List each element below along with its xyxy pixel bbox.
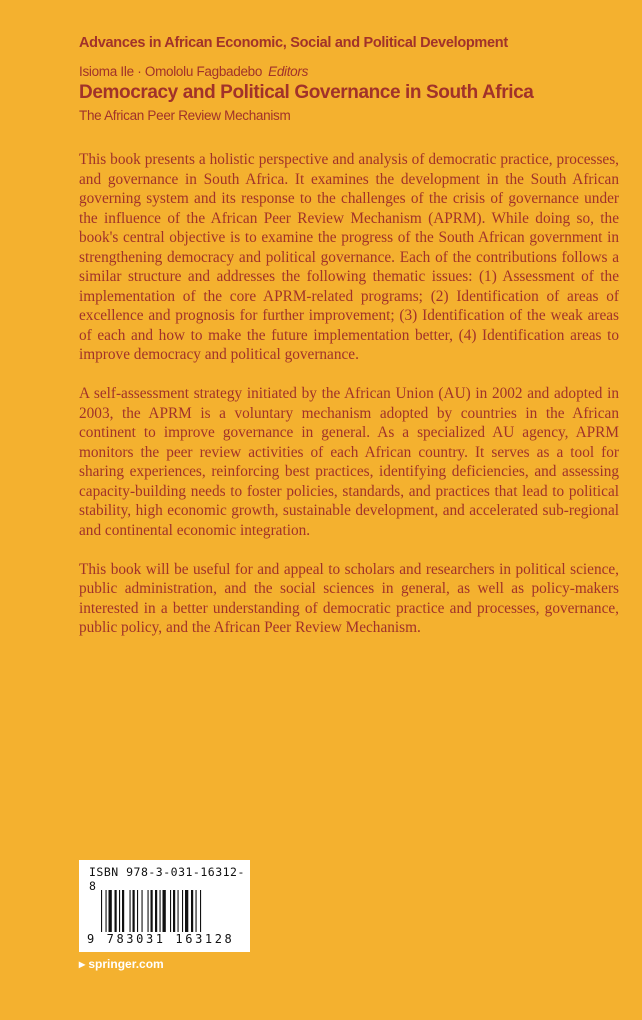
series-title: Advances in African Economic, Social and Political Development bbox=[79, 35, 508, 51]
barcode-digits: 9 783031 163128 bbox=[87, 932, 235, 946]
blurb bbox=[79, 150, 619, 657]
website-link[interactable]: ▸ springer.com bbox=[79, 957, 164, 971]
isbn-label: ISBN 978-3-031-16312-8 bbox=[89, 865, 245, 893]
editors bbox=[79, 64, 308, 79]
book-title: Democracy and Political Governance in South Africa bbox=[79, 82, 534, 103]
barcode bbox=[79, 860, 250, 952]
editor-names: Isioma Ile · Omololu Fagbadebo bbox=[79, 64, 263, 79]
book-subtitle: The African Peer Review Mechanism bbox=[79, 108, 291, 123]
website-text: springer.com bbox=[88, 957, 164, 971]
blurb-paragraph: This book will be useful for and appeal to scholars and researchers in political science, public administration, and the social sciences in general, as well as policy-makers interested in a better understanding of democratic practice and processes, governance, public policy, and the African Peer Review Mechanism. bbox=[79, 560, 619, 636]
blurb-paragraph: This book presents a holistic perspective and analysis of democratic practice, processes, and governance in South Africa. It examines the development in the South African governing system and its response to the challenges of the crisis of governance under the influence of the African Peer Review Mechanism (APRM). While doing so, the book's central objective is to examine the progress of the South African government in strengthening democracy and political governance. Each of the contributions follows a similar structure and addresses the following thematic issues: (1) Assessment of the implementation of the core APRM-related programs; (2) Identification of areas of excellence and prognosis for further improvement; (3) Identification of the weak areas of each and how to make the future implementation better, (4) Identification areas to improve democracy and political governance. bbox=[79, 151, 619, 363]
editors-role: Editors bbox=[268, 64, 309, 79]
blurb-paragraph: A self-assessment strategy initiated by the African Union (AU) in 2002 and adopted in 2003, the APRM is a voluntary mechanism adopted by countries in the African continent to improve governance in general. As a specialized AU agency, APRM monitors the peer review activities of each African country. It serves as a tool for sharing experiences, reinforcing best practices, identifying deficiencies, and assessing capacity-building needs to foster policies, standards, and practices that lead to political stability, high economic growth, sustainable development, and accelerated sub-regional and continental economic integration. bbox=[79, 385, 619, 539]
